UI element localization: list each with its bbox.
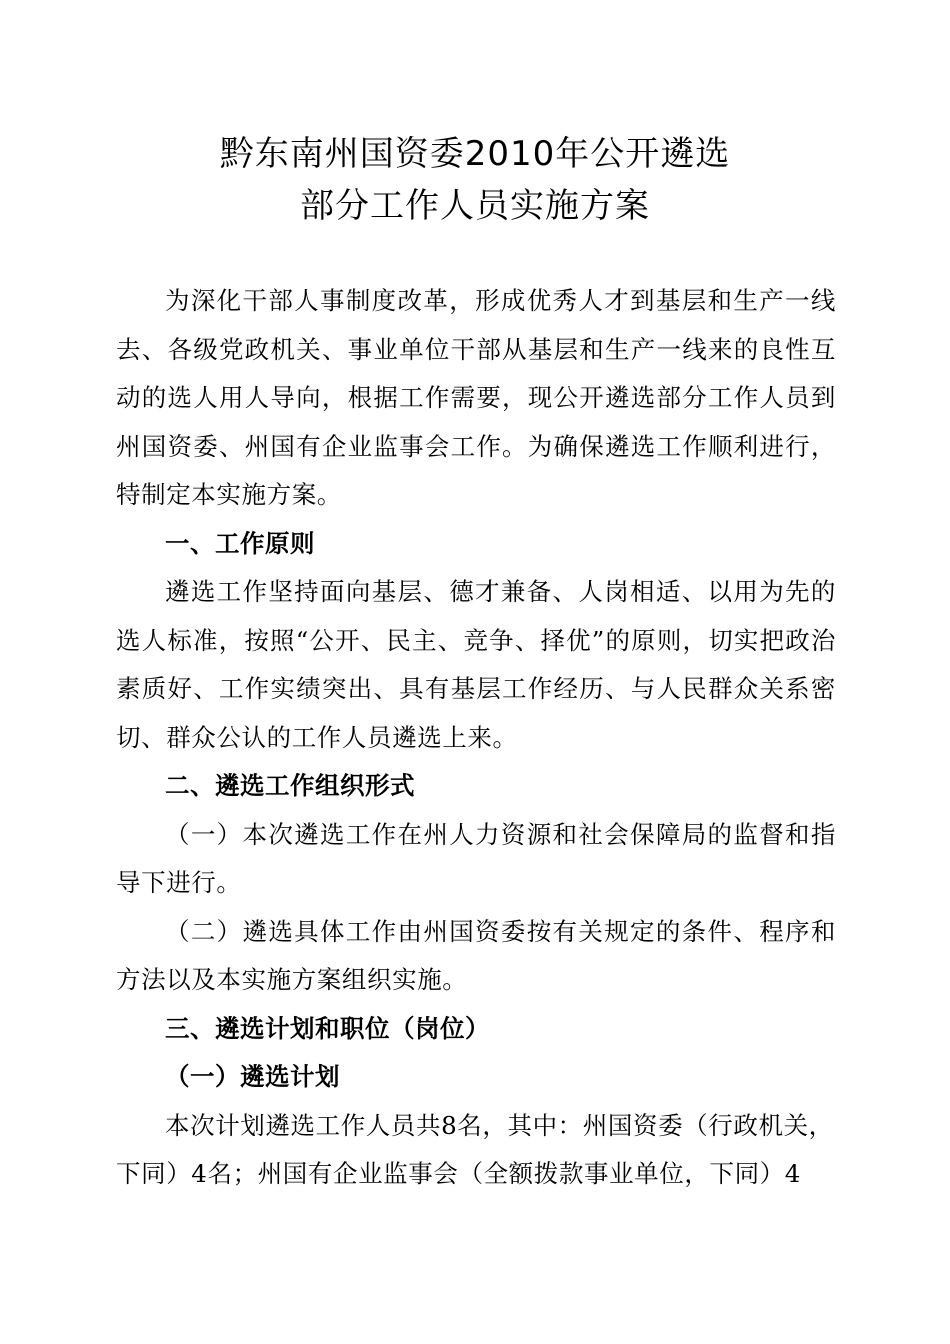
intro-paragraph: 为深化干部人事制度改革，形成优秀人才到基层和生产一线去、各级党政机关、事业单位干部从基层和生产一线来的良性互动的选人用人导向，根据工作需要，现公开遴选部分工作人员到州国资委、州国有企业监事会工作。为确保遴选工作顺利进行，特制定本实施方案。: [116, 286, 836, 509]
section1-paragraph: 遴选工作坚持面向基层、德才兼备、人岗相适、以用为先的选人标准，按照“公开、民主、竞争、择优”的原则，切实把政治素质好、工作实绩突出、具有基层工作经历、与人民群众关系密切、群众公认的工作人员遴选上来。: [116, 577, 836, 752]
section1-heading: 一、工作原则: [165, 528, 315, 558]
section3-paragraph-line2: 下同）4名；州国有企业监事会（全额拨款事业单位，下同）4: [116, 1159, 801, 1188]
section2-heading: 二、遴选工作组织形式: [165, 771, 415, 800]
section2-item1: （一）本次遴选工作在州人力资源和社会保障局的监督和指导下进行。: [116, 819, 836, 897]
section2-item2: （二）遴选具体工作由州国资委按有关规定的条件、程序和方法以及本实施方案组织实施。: [116, 916, 836, 994]
section3-subheading1: （一）遴选计划: [165, 1062, 340, 1091]
section3-heading: 三、遴选计划和职位（岗位）: [165, 1013, 490, 1043]
section3-paragraph-line1: 本次计划遴选工作人员共8名，其中：州国资委（行政机关，: [165, 1110, 834, 1140]
document-title-line2: 部分工作人员实施方案: [300, 186, 650, 226]
document-body: [116, 277, 836, 1199]
document-title-line1: 黔东南州国资委2010年公开遴选: [219, 134, 731, 174]
